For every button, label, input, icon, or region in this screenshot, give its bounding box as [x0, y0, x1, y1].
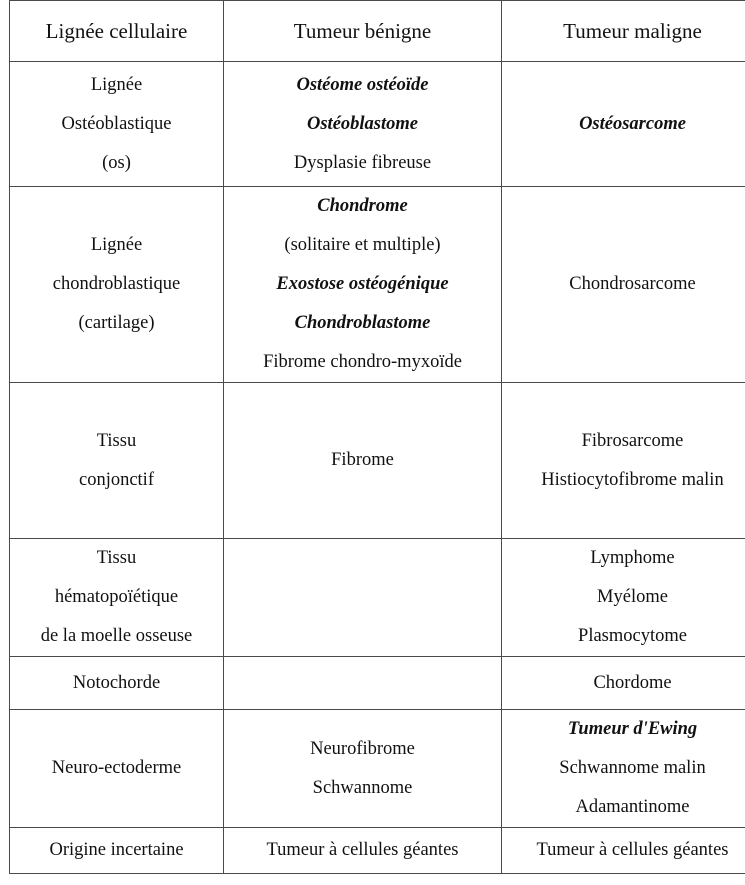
malignant-tumor-name: Tumeur à cellules géantes	[536, 840, 729, 860]
malignant-tumor-name: Lymphome	[590, 548, 675, 568]
malignant-tumor-name: Myélome	[597, 587, 668, 607]
lineage-text: Lignée	[90, 235, 143, 255]
table-row	[10, 657, 745, 710]
malignant-cell	[502, 539, 745, 657]
malignant-cell	[502, 828, 745, 874]
header-cell-benign: Tumeur bénigne	[224, 1, 502, 62]
table-row	[10, 62, 745, 187]
benign-cell	[224, 828, 502, 874]
lineage-cell	[10, 828, 224, 874]
lineage-text: (os)	[102, 152, 131, 173]
lineage-text: Notochorde	[72, 672, 161, 693]
benign-tumor-name: Chondrome	[317, 196, 408, 216]
lineage-text: (cartilage)	[78, 313, 155, 333]
table-row	[10, 539, 745, 657]
table-row	[10, 828, 745, 874]
table-header-row	[10, 1, 745, 62]
table-row	[10, 710, 745, 828]
malignant-tumor-name: Plasmocytome	[578, 626, 687, 646]
benign-cell	[224, 383, 502, 539]
benign-tumor-name: Chondroblastome	[294, 313, 431, 333]
benign-tumor-name: Neurofibrome	[310, 738, 415, 759]
malignant-cell	[502, 710, 745, 828]
lineage-cell	[10, 710, 224, 828]
table-row	[10, 383, 745, 539]
lineage-text: Lignée	[90, 74, 143, 95]
benign-cell	[224, 187, 502, 383]
benign-cell-empty	[224, 539, 502, 657]
lineage-cell	[10, 539, 224, 657]
benign-tumor-name: Ostéoblastome	[307, 113, 418, 134]
lineage-text: Neuro-ectoderme	[51, 758, 182, 778]
lineage-text: Tissu	[96, 548, 137, 568]
lineage-cell	[10, 383, 224, 539]
benign-tumor-name: Fibrome chondro-myxoïde	[263, 352, 462, 372]
benign-cell-empty	[224, 657, 502, 710]
lineage-text: Ostéoblastique	[61, 113, 172, 134]
malignant-cell	[502, 383, 745, 539]
malignant-cell	[502, 187, 745, 383]
malignant-cell	[502, 62, 745, 187]
malignant-tumor-name: Adamantinome	[575, 797, 690, 817]
malignant-tumor-name: Histiocytofibrome malin	[541, 469, 724, 490]
benign-tumor-name: Schwannome	[312, 777, 413, 798]
benign-tumor-name: Tumeur à cellules géantes	[266, 840, 459, 860]
lineage-text: Tissu	[96, 430, 137, 451]
lineage-text: chondroblastique	[52, 274, 181, 294]
benign-tumor-name: Exostose ostéogénique	[276, 274, 449, 294]
malignant-cell	[502, 657, 745, 710]
benign-tumor-note: (solitaire et multiple)	[284, 235, 441, 255]
lineage-cell	[10, 62, 224, 187]
lineage-text: hématopoïétique	[54, 587, 179, 607]
malignant-tumor-name: Fibrosarcome	[581, 430, 684, 451]
lineage-text: de la moelle osseuse	[40, 626, 193, 646]
benign-cell	[224, 710, 502, 828]
malignant-tumor-name: Schwannome malin	[559, 758, 706, 778]
lineage-text: conjonctif	[78, 469, 154, 490]
lineage-cell	[10, 657, 224, 710]
lineage-text: Origine incertaine	[49, 840, 184, 860]
benign-cell	[224, 62, 502, 187]
lineage-cell	[10, 187, 224, 383]
malignant-tumor-name: Tumeur d'Ewing	[567, 719, 698, 739]
benign-tumor-name: Dysplasie fibreuse	[293, 152, 432, 173]
benign-tumor-name: Fibrome	[331, 450, 394, 470]
malignant-tumor-name: Chordome	[593, 672, 672, 693]
malignant-tumor-name: Ostéosarcome	[579, 113, 686, 134]
bone-tumor-classification-table	[9, 0, 745, 874]
header-cell-lineage: Lignée cellulaire	[10, 1, 224, 62]
benign-tumor-name: Ostéome ostéoïde	[296, 74, 429, 95]
table-row	[10, 187, 745, 383]
header-cell-malignant: Tumeur maligne	[502, 1, 745, 62]
malignant-tumor-name: Chondrosarcome	[569, 274, 696, 294]
